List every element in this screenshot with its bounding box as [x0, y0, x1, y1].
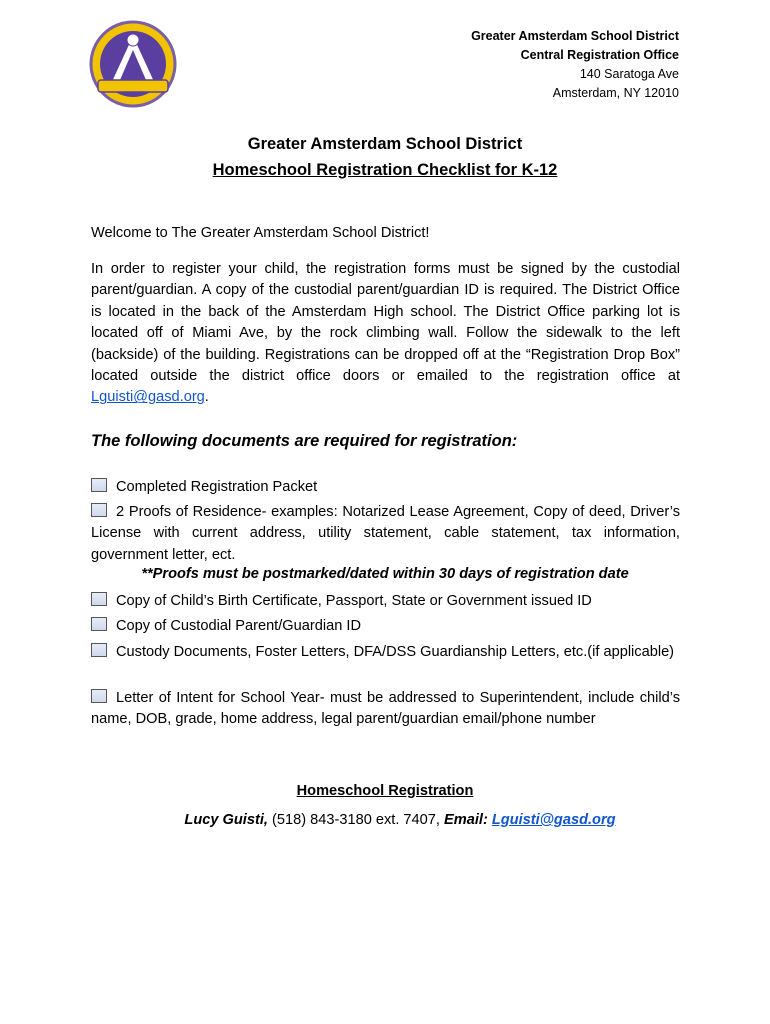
street-address: 140 Saratoga Ave: [579, 67, 679, 81]
checklist-item-text: Completed Registration Packet: [116, 479, 318, 495]
proof-note: **Proofs must be postmarked/dated within 30 days of registration date: [141, 566, 629, 582]
checklist-item-text: 2 Proofs of Residence- examples: Notarized Lease Agreement, Copy of deed, Driver’s License with current address, utility statement, cable statement, tax information, government letter, ect.: [91, 504, 680, 563]
contact-email-link[interactable]: Lguisti@gasd.org: [491, 812, 616, 828]
checkbox[interactable]: [91, 478, 107, 492]
checkbox[interactable]: [91, 689, 107, 703]
homeschool-registration-heading: Homeschool Registration: [296, 783, 474, 799]
welcome-text: Welcome to The Greater Amsterdam School District!: [91, 225, 430, 241]
checkbox[interactable]: [91, 617, 107, 631]
checklist-item: [91, 616, 680, 637]
checklist-item: [91, 591, 680, 612]
document-subtitle: Homeschool Registration Checklist for K-12: [212, 161, 558, 179]
checklist-item: [91, 477, 680, 498]
district-name: Greater Amsterdam School District: [471, 29, 679, 43]
contact-name: Lucy Guisti,: [184, 812, 268, 828]
checklist-item-text: Copy of Child’s Birth Certificate, Passport, State or Government issued ID: [116, 593, 592, 609]
contact-line: [0, 812, 770, 828]
instructions-trailing: .: [204, 389, 209, 406]
district-address-block: [471, 27, 679, 103]
checkbox[interactable]: [91, 503, 107, 517]
checklist-item: [91, 688, 680, 731]
office-name: Central Registration Office: [520, 48, 679, 62]
email-label: Email:: [444, 812, 488, 828]
district-seal-logo: [86, 20, 180, 110]
instructions-paragraph: [91, 259, 680, 409]
checklist-item-text: Copy of Custodial Parent/Guardian ID: [116, 618, 361, 634]
city-state-zip: Amsterdam, NY 12010: [552, 86, 679, 100]
checklist-item-text: Custody Documents, Foster Letters, DFA/DSS Guardianship Letters, etc.(if applicable): [116, 644, 675, 660]
instructions-text: In order to register your child, the registration forms must be signed by the custodial parent/guardian. A copy of the custodial parent/guardian ID is required. The District Office is located in the back of the Amsterdam High school. The District Office parking lot is located off of Miami Ave, by the rock climbing wall. Follow the sidewalk to the left (backside) of the building. Registrations can be dropped off at the “Registration Drop Box” located outside the district office doors or emailed to the registration office at: [91, 261, 680, 385]
document-title: Greater Amsterdam School District: [247, 135, 523, 153]
required-documents-heading: The following documents are required for registration:: [91, 432, 518, 450]
checkbox[interactable]: [91, 643, 107, 657]
checklist-item: [91, 502, 680, 566]
checklist-item-text: Letter of Intent for School Year- must be addressed to Superintendent, include child’s name, DOB, grade, home address, legal parent/guardian email/phone number: [91, 690, 680, 728]
registration-email-link[interactable]: Lguisti@gasd.org: [91, 389, 205, 406]
checkbox[interactable]: [91, 592, 107, 606]
contact-phone: (518) 843-3180 ext. 7407,: [267, 812, 445, 828]
checklist-item: [91, 642, 680, 663]
